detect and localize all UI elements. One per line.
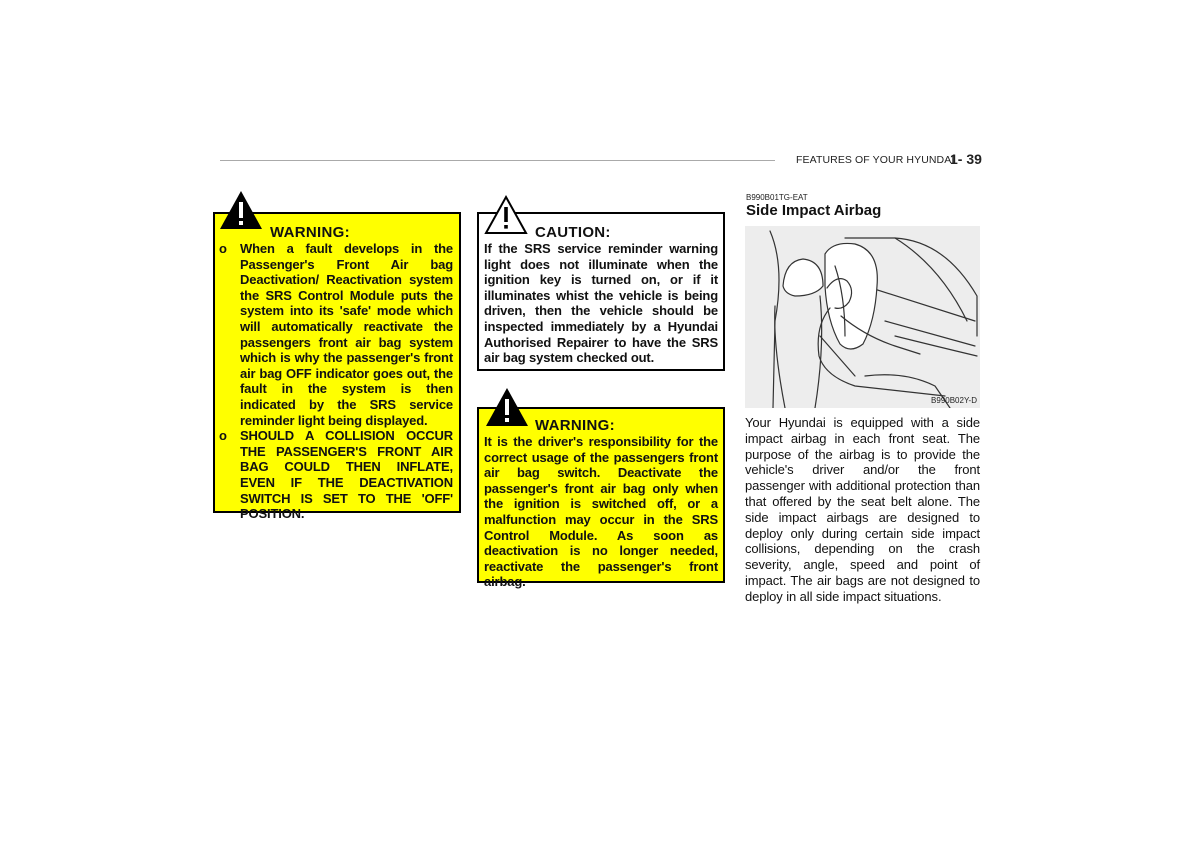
middle-warning-text: It is the driver's responsibility for the correct usage of the passengers front air bag switch. Deactivate the passenger's front air bag only when the ignition is switched off, or a malfunction may occur in the SRS Control Module. As soon as deactivation is no longer needed, reactivate the passenger's front airbag. (484, 434, 718, 590)
warning-triangle-icon (484, 386, 530, 428)
header-section-title: FEATURES OF YOUR HYUNDAI (796, 154, 955, 166)
caution-title: CAUTION: (535, 224, 611, 241)
caution-text: If the SRS service reminder warning light does not illuminate when the ignition key is turned on, or if it illuminates whist the vehicle is being driven, then the vehicle should be inspected immediately by a Hyundai Authorised Repairer to have the SRS air bag system checked out. (484, 241, 718, 366)
caution-triangle-icon (483, 194, 529, 236)
section-title: Side Impact Airbag (746, 202, 882, 219)
header-rule (220, 160, 775, 161)
list-bullet: o (219, 241, 227, 256)
left-warning-title: WARNING: (270, 224, 350, 241)
section-code: B990B01TG-EAT (746, 193, 808, 202)
middle-warning-title: WARNING: (535, 417, 615, 434)
warning-triangle-icon (218, 189, 264, 231)
left-warning-text (219, 241, 453, 522)
list-bullet: o (219, 428, 227, 444)
section-body: Your Hyundai is equipped with a side impact airbag in each front seat. The purpose of the airbag is to provide the vehicle's driver and/or the front passenger with additional protection than that offered by the seat belt alone. The side impact airbags are designed to deploy only during certain side impact collisions, depending on the crash severity, angle, speed and point of impact. The air bags are not designed to deploy in all side impact situations. (745, 415, 980, 604)
list-item (219, 428, 453, 522)
list-item (219, 241, 453, 428)
airbag-drawing (745, 226, 980, 408)
page-number: 1- 39 (950, 151, 982, 167)
side-airbag-illustration (745, 226, 980, 408)
list-item-text: SHOULD A COLLISION OCCUR THE PASSENGER'S FRONT AIR BAG COULD THEN INFLATE, EVEN IF THE DEACTIVATION SWITCH IS SET TO THE 'OFF' POSITION. (240, 428, 453, 522)
list-item-text: When a fault develops in the Passenger's Front Air bag Deactivation/ Reactivation system the SRS Control Module puts the system into its 'safe' mode which will automatically reactivate the passengers front air bag system which is why the passenger's front air bag OFF indicator goes out, the fault in the system is then indicated by the SRS service reminder light being displayed. (240, 241, 453, 428)
figure-code: B990B02Y-D (931, 396, 977, 405)
